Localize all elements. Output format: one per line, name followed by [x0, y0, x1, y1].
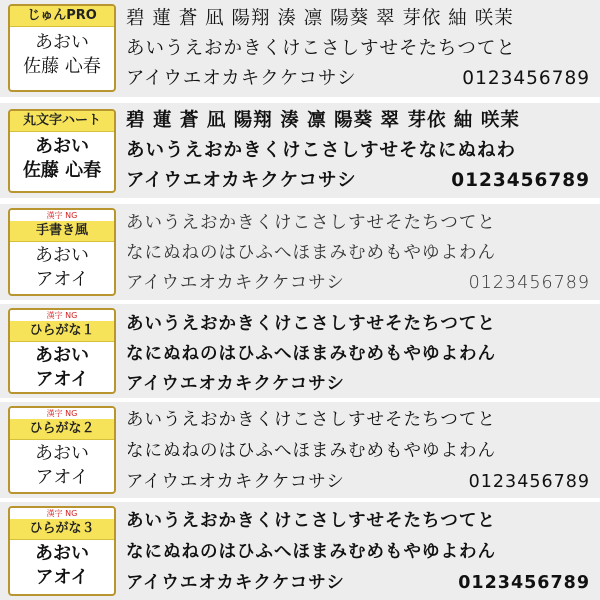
- glyph-line: アイウエオカキクケコサシ 0123456789: [126, 472, 590, 492]
- sample-text: アオイ: [35, 369, 89, 390]
- glyph-line: アイウエオカキクケコサシ 0123456789: [126, 273, 590, 293]
- font-row-marumoji-heart: [0, 103, 600, 198]
- sample-text: あおい: [35, 345, 89, 366]
- font-card: [8, 208, 116, 296]
- glyph-line: あいうえおかきくけこさしすせそたちつてと: [126, 511, 496, 531]
- kanji-ng-note: 漢字 NG: [10, 210, 114, 221]
- glyph-line: なにぬねのはひふへほまみむめもやゆよわん: [126, 243, 496, 263]
- glyph-line: なにぬねのはひふへほまみむめもやゆよわん: [126, 441, 496, 461]
- font-label: じゅんPRO: [10, 6, 114, 27]
- font-label: 丸文字ハート: [10, 111, 114, 132]
- font-label: ひらがな３: [10, 519, 114, 540]
- glyph-lines: [126, 405, 590, 498]
- font-card: [8, 109, 116, 193]
- glyph-line: アイウエオカキクケコサシ 0123456789: [126, 68, 590, 89]
- sample-text: あおい: [35, 245, 89, 266]
- glyph-line: 碧 蓮 蒼 凪 陽翔 湊 凛 陽葵 翠 芽依 紬 咲茉: [126, 110, 520, 131]
- glyph-lines: [126, 106, 590, 196]
- glyph-line: あいうえおかきくけこさしすせそたちつてと: [126, 213, 496, 233]
- kanji-ng-note: 漢字 NG: [10, 508, 114, 519]
- glyph-line: あいうえおかきくけこさしすせそなにぬねわ: [126, 140, 517, 161]
- sample-text: アオイ: [35, 269, 89, 290]
- font-card: [8, 308, 116, 394]
- glyph-line: あいうえおかきくけこさしすせそたちつてと: [126, 38, 516, 59]
- glyph-line: アイウエオカキクケコサシ 0123456789: [126, 573, 590, 593]
- sample-text: アオイ: [35, 567, 89, 588]
- font-card: [8, 506, 116, 596]
- sample-text: あおい: [35, 443, 89, 464]
- font-row-hiragana-3: [0, 502, 600, 600]
- glyph-line: あいうえおかきくけこさしすせそたちつてと: [126, 314, 496, 334]
- font-card: [8, 4, 116, 92]
- font-row-tegaki: [0, 204, 600, 300]
- glyph-line: 碧 蓮 蒼 凪 陽翔 湊 凛 陽葵 翠 芽依 紬 咲茉: [126, 8, 514, 29]
- font-row-junpro: [0, 0, 600, 97]
- glyph-line: なにぬねのはひふへほまみむめもやゆよわん: [126, 344, 496, 364]
- kanji-ng-note: 漢字 NG: [10, 408, 114, 419]
- glyph-line: アイウエオカキクケコサシ 0123456789: [126, 170, 590, 191]
- sample-text: あおい: [35, 543, 89, 564]
- glyph-lines: [126, 309, 590, 399]
- sample-text: アオイ: [35, 467, 89, 488]
- sample-text: あおい: [35, 136, 89, 157]
- glyph-lines: [126, 506, 590, 599]
- font-card: [8, 406, 116, 494]
- glyph-line: あいうえおかきくけこさしすせそたちつてと: [126, 410, 496, 430]
- font-label: 手書き風: [10, 221, 114, 242]
- sample-text: あおい: [35, 32, 89, 53]
- font-label: ひらがな１: [10, 321, 114, 342]
- font-row-hiragana-1: [0, 304, 600, 398]
- glyph-lines: [126, 4, 590, 94]
- kanji-ng-note: 漢字 NG: [10, 310, 114, 321]
- font-label: ひらがな２: [10, 419, 114, 440]
- glyph-line: なにぬねのはひふへほまみむめもやゆよわん: [126, 542, 496, 562]
- sample-text: 佐藤 心春: [23, 56, 101, 77]
- glyph-lines: [126, 208, 590, 298]
- glyph-line: アイウエオカキクケコサシ: [126, 374, 345, 394]
- font-row-hiragana-2: [0, 402, 600, 498]
- sample-text: 佐藤 心春: [22, 160, 102, 181]
